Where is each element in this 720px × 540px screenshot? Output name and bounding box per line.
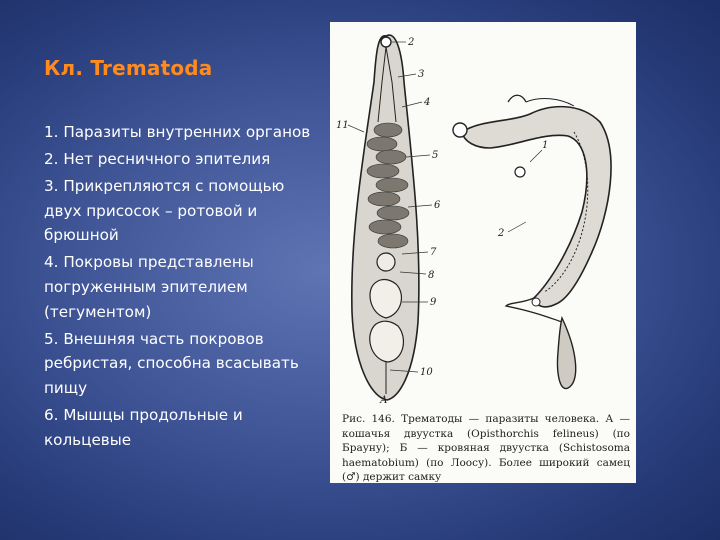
label-a-panel: А (380, 395, 388, 406)
point-item: 6. Мышцы продольные и кольцевые (44, 406, 243, 449)
label-a-11: 11 (336, 120, 349, 131)
label-a-10: 10 (420, 367, 433, 378)
point-item: 3. Прикрепляются с помощью двух присосок – ротовой и брюшной (44, 177, 285, 245)
schistosoma-drawing (453, 95, 611, 388)
label-a-9: 9 (430, 297, 437, 308)
points-list (44, 120, 324, 455)
label-b-1: 1 (542, 140, 549, 151)
label-a-5: 5 (432, 150, 439, 161)
slide-title: Кл. Trematoda (44, 56, 213, 80)
point-item: 2. Нет ресничного эпителия (44, 150, 271, 169)
point-item: 5. Внешняя часть покровов ребристая, способна всасывать пищу (44, 329, 299, 397)
opisthorchis-drawing (352, 35, 419, 400)
label-a-7: 7 (430, 247, 437, 258)
label-a-6: 6 (434, 200, 441, 211)
trematode-figure (330, 22, 636, 483)
label-b-2: 2 (498, 228, 505, 239)
point-item: 1. Паразиты внутренних органов (44, 123, 311, 141)
label-a-2: 2 (408, 37, 415, 48)
point-item: 4. Покровы представлены погруженным эпителием (тегументом) (44, 253, 254, 321)
figure-caption: Рис. 146. Трематоды — паразиты человека. А — кошачья двуустка (Opisthorchis felineus) (по Брауну); Б — кровяная двуустка (Schistosoma haematobium) (по Лоосу). Более широкий самец (♂) держит самку (342, 413, 630, 483)
label-a-4: 4 (424, 97, 431, 108)
label-a-8: 8 (428, 270, 435, 281)
label-a-3: 3 (418, 69, 425, 80)
label-leaders-b (508, 150, 542, 232)
